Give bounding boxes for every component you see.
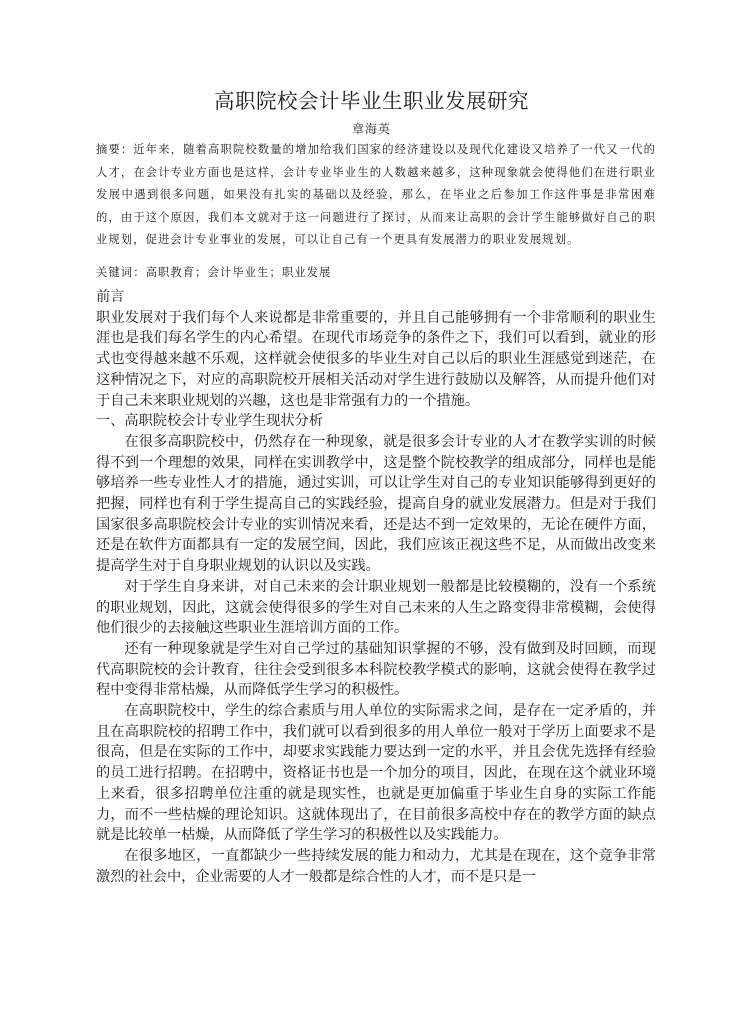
- body-paragraph: 在很多地区，一直都缺少一些持续发展的能力和动力，尤其是在现在，这个竞争非常激烈的社会中，企业需要的人才一般都是综合性的人才，而不是只是一: [96, 847, 656, 885]
- keywords: 关键词：高职教育；会计毕业生；职业发展: [96, 266, 332, 279]
- body-paragraph: 在很多高职院校中，仍然存在一种现象，就是很多会计专业的人才在教学实训的时候得不到一个理想的效果，同样在实训教学中，这是整个院校教学的组成部分，同样也是能够培养一些专业性人才的措施，通过实训，可以让学生对自己的专业知识能够得到更好的把握，同样也有利于学生提高自己的实践经验，提高自身的就业发展潜力。但是对于我们国家很多高职院校会计专业的实训情况来看，还是达不到一定效果的，无论在硬件方面，还是在软件方面都具有一定的发展空间，因此，我们应该正视这些不足，从而做出改变来提高学生对于自身职业规划的认识以及实践。: [96, 433, 656, 575]
- body-paragraph: 对于学生自身来讲，对自己未来的会计职业规划一般都是比较模糊的，没有一个系统的职业规划，因此，这就会使得很多的学生对自己未来的人生之路变得非常模糊，会使得他们很少的去接触这些职业生涯培训方面的工作。: [96, 578, 656, 637]
- body-paragraph: 还有一种现象就是学生对自己学过的基础知识掌握的不够，没有做到及时回顾，而现代高职院校的会计教育，往往会受到很多本科院校教学模式的影响，这就会使得在教学过程中变得非常枯燥，从而降低学生学习的积极性。: [96, 640, 656, 699]
- abstract: 摘要：近年来，随着高职院校数量的增加给我们国家的经济建设以及现代化建设又培养了一代又一代的人才，在会计专业方面也是这样，会计专业毕业生的人数越来越多，这种现象就会使得他们在进行职业发展中遇到很多问题，如果没有扎实的基础以及经验，那么，在毕业之后参加工作这件事是非常困难的，由于这个原因，我们本文就对于这一问题进行了探讨，从而来让高职的会计学生能够做好自己的职业规划，促进会计专业事业的发展，可以让自己有一个更具有发展潜力的职业发展规划。: [96, 143, 656, 246]
- section-heading: 一、高职院校会计专业学生现状分析: [96, 413, 324, 430]
- preface-paragraph: 职业发展对于我们每个人来说都是非常重要的，并且自己能够拥有一个非常顺利的职业生涯也是我们每名学生的内心希望。在现代市场竞争的条件之下，我们可以看到，就业的形式也变得越来越不乐观，这样就会使很多的毕业生对自己以后的职业生涯感觉到迷茫，在这种情况之下，对应的高职院校开展相关活动对学生进行鼓励以及解答，从而提升他们对于自己未来职业规划的兴趣，这也是非常强有力的一个措施。: [96, 309, 656, 409]
- body-paragraph: 在高职院校中，学生的综合素质与用人单位的实际需求之间，是存在一定矛盾的，并且在高职院校的招聘工作中，我们就可以看到很多的用人单位一般对于学历上面要求不是很高，但是在实际的工作中，却要求实践能力要达到一定的水平，并且会优先选择有经验的员工进行招聘。在招聘中，资格证书也是一个加分的项目，因此，在现在这个就业环境上来看，很多招聘单位注重的就是现实性，也就是更加偏重于毕业生自身的实际工作能力，而不一些枯燥的理论知识。这就体现出了，在目前很多高校中存在的教学方面的缺点就是比较单一枯燥，从而降低了学生学习的积极性以及实践能力。: [96, 703, 656, 844]
- body-text: [96, 287, 656, 887]
- author-name: 章海英: [351, 122, 391, 136]
- preface-heading: 前言: [96, 289, 125, 305]
- paper-title: 高职院校会计毕业生职业发展研究: [214, 89, 529, 113]
